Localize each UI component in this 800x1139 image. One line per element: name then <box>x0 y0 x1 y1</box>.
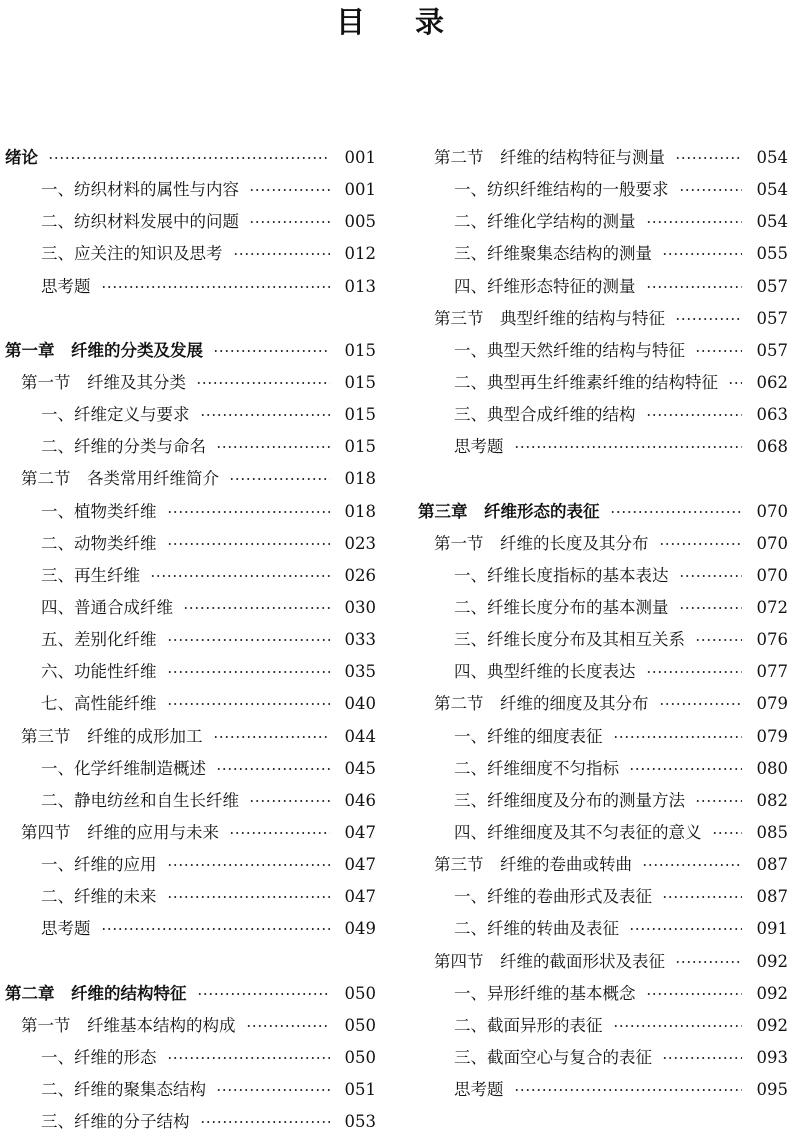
toc-entry-sub[interactable] <box>5 881 376 913</box>
toc-entry-title: 二、动物类纤维 <box>41 533 157 553</box>
dot-leader <box>679 189 743 191</box>
toc-entry-title: 三、纤维长度分布及其相互关系 <box>454 630 685 650</box>
dot-leader <box>712 832 743 834</box>
toc-entry-title: 三、纤维的分子结构 <box>41 1112 190 1132</box>
dot-leader <box>196 382 330 384</box>
toc-page-number: 050 <box>344 1047 376 1067</box>
toc-page-number: 057 <box>756 276 788 296</box>
dot-leader <box>662 1057 742 1059</box>
toc-entry-section[interactable] <box>5 463 376 495</box>
dot-leader <box>695 639 742 641</box>
toc-entry-sub[interactable] <box>5 656 376 688</box>
dot-leader <box>167 896 331 898</box>
toc-entry-title: 第一章 纤维的分类及发展 <box>5 340 203 360</box>
toc-entry-title: 三、应关注的知识及思考 <box>41 244 223 264</box>
dot-leader <box>197 993 331 995</box>
dot-leader <box>646 286 743 288</box>
toc-page-number: 053 <box>344 1112 376 1132</box>
toc-spacer <box>5 303 376 335</box>
toc-page-number: 046 <box>344 790 376 810</box>
dot-leader <box>249 800 330 802</box>
toc-entry-sub[interactable] <box>5 1042 376 1074</box>
toc-entry-section[interactable] <box>418 528 788 560</box>
toc-entry-title: 一、纺织材料的属性与内容 <box>41 180 239 200</box>
toc-entry-sub[interactable] <box>5 238 376 270</box>
dot-leader <box>629 768 742 770</box>
dot-leader <box>167 511 331 513</box>
toc-entry-title: 二、纤维长度分布的基本测量 <box>454 597 669 617</box>
dot-leader <box>167 703 331 705</box>
dot-leader <box>167 671 331 673</box>
toc-entry-title: 一、典型天然纤维的结构与特征 <box>454 340 685 360</box>
dot-leader <box>167 1057 331 1059</box>
toc-page-number: 015 <box>344 437 376 457</box>
toc-entry-sub[interactable] <box>418 913 788 945</box>
toc-entry-sub[interactable] <box>5 913 376 945</box>
toc-page-number: 057 <box>756 340 788 360</box>
dot-leader <box>200 414 331 416</box>
toc-entry-sub[interactable] <box>418 592 788 624</box>
toc-entry-title: 二、典型再生纤维素纤维的结构特征 <box>454 372 718 392</box>
dot-leader <box>646 221 743 223</box>
toc-entry-sub[interactable] <box>5 785 376 817</box>
dot-leader <box>662 896 742 898</box>
toc-page-number: 018 <box>344 501 376 521</box>
toc-page-number: 070 <box>756 565 788 585</box>
dot-leader <box>514 446 743 448</box>
toc-entry-sub[interactable] <box>418 174 788 206</box>
toc-entry-title: 二、纤维的聚集态结构 <box>41 1080 206 1100</box>
toc-entry-title: 一、化学纤维制造概述 <box>41 758 206 778</box>
toc-page-number: 091 <box>756 919 788 939</box>
toc-page-number: 063 <box>756 405 788 425</box>
toc-entry-sub[interactable] <box>418 335 788 367</box>
toc-entry-title: 第三章 纤维形态的表征 <box>418 501 600 521</box>
dot-leader <box>167 864 331 866</box>
dot-leader <box>216 768 330 770</box>
toc-entry-sub[interactable] <box>418 367 788 399</box>
toc-page-number: 070 <box>756 501 788 521</box>
toc-entry-title: 第一节 纤维的长度及其分布 <box>434 533 649 553</box>
toc-entry-title: 第二章 纤维的结构特征 <box>5 983 187 1003</box>
dot-leader <box>150 575 330 577</box>
toc-entry-title: 思考题 <box>454 1080 504 1100</box>
toc-page-number: 054 <box>756 148 788 167</box>
toc-page-number: 070 <box>756 533 788 553</box>
toc-page-number: 087 <box>756 887 788 907</box>
toc-entry-section[interactable] <box>5 367 376 399</box>
toc-entry-sub[interactable] <box>418 881 788 913</box>
toc-page-number: 047 <box>344 822 376 842</box>
toc-entry-sub[interactable] <box>418 271 788 303</box>
toc-page-number: 085 <box>756 822 788 842</box>
dot-leader <box>613 736 743 738</box>
dot-leader <box>216 446 330 448</box>
toc-page-number: 005 <box>344 212 376 232</box>
toc-entry-sub[interactable] <box>418 1074 788 1106</box>
toc-entry-section[interactable] <box>5 817 376 849</box>
toc-page-number: 055 <box>756 244 788 264</box>
toc-page-number: 033 <box>344 630 376 650</box>
dot-leader <box>233 253 331 255</box>
toc-page-number: 012 <box>344 244 376 264</box>
toc-entry-title: 一、纤维的应用 <box>41 855 157 875</box>
toc-entry-title: 四、纤维细度及其不匀表征的意义 <box>454 822 702 842</box>
toc-entry-sub[interactable] <box>418 560 788 592</box>
dot-leader <box>216 1089 330 1091</box>
toc-entry-section[interactable] <box>5 721 376 753</box>
toc-entry-title: 二、纺织材料发展中的问题 <box>41 212 239 232</box>
toc-left-column <box>5 142 376 1138</box>
toc-page-number: 050 <box>344 983 376 1003</box>
toc-page-number: 001 <box>344 180 376 200</box>
toc-entry-title: 四、典型纤维的长度表达 <box>454 662 636 682</box>
toc-page-number: 050 <box>344 1015 376 1035</box>
toc-entry-title: 一、纤维的细度表征 <box>454 726 603 746</box>
toc-entry-chapter[interactable] <box>418 496 788 528</box>
toc-entry-sub[interactable] <box>5 431 376 463</box>
toc-page-number: 076 <box>756 630 788 650</box>
toc-page-number: 087 <box>756 855 788 875</box>
toc-page-number: 035 <box>344 662 376 682</box>
toc-entry-section[interactable] <box>418 946 788 978</box>
toc-page-number: 023 <box>344 533 376 553</box>
toc-entry-sub[interactable] <box>418 399 788 431</box>
toc-entry-sub[interactable] <box>5 753 376 785</box>
toc-entry-sub[interactable] <box>5 271 376 303</box>
dot-leader <box>183 607 330 609</box>
dot-leader <box>659 543 743 545</box>
toc-page-number: 068 <box>756 437 788 457</box>
toc-entry-chapter[interactable] <box>5 335 376 367</box>
toc-page-number: 093 <box>756 1047 788 1067</box>
toc-entry-sub[interactable] <box>418 238 788 270</box>
toc-page-number: 054 <box>756 212 788 232</box>
toc-entry-title: 二、纤维的转曲及表征 <box>454 919 619 939</box>
toc-page-number: 082 <box>756 790 788 810</box>
toc-page-number: 062 <box>756 372 788 392</box>
toc-entry-chapter[interactable] <box>5 142 376 174</box>
toc-entry-title: 三、纤维细度及分布的测量方法 <box>454 790 685 810</box>
toc-entry-sub[interactable] <box>418 978 788 1010</box>
dot-leader <box>610 511 743 513</box>
dot-leader <box>646 993 743 995</box>
toc-entry-section[interactable] <box>418 303 788 335</box>
toc-entry-title: 二、纤维化学结构的测量 <box>454 212 636 232</box>
toc-entry-section[interactable] <box>418 849 788 881</box>
dot-leader <box>675 157 742 159</box>
toc-entry-title: 一、异形纤维的基本概念 <box>454 983 636 1003</box>
toc-page-number: 047 <box>344 887 376 907</box>
toc-page-number: 049 <box>344 919 376 939</box>
toc-entry-sub[interactable] <box>5 496 376 528</box>
toc-entry-title: 第二节 纤维的结构特征与测量 <box>434 148 665 167</box>
dot-leader <box>679 575 743 577</box>
toc-entry-title: 三、再生纤维 <box>41 565 140 585</box>
toc-entry-sub[interactable] <box>5 624 376 656</box>
toc-entry-title: 第四节 纤维的截面形状及表征 <box>434 951 665 971</box>
dot-leader <box>200 1121 331 1123</box>
toc-entry-title: 一、纤维定义与要求 <box>41 405 190 425</box>
toc-entry-title: 一、纤维的卷曲形式及表征 <box>454 887 652 907</box>
toc-entry-sub[interactable] <box>5 1074 376 1106</box>
toc-page-number: 015 <box>344 372 376 392</box>
toc-page-number: 013 <box>344 276 376 296</box>
toc-entry-sub[interactable] <box>5 849 376 881</box>
toc-page-number: 026 <box>344 565 376 585</box>
dot-leader <box>629 928 742 930</box>
toc-entry-chapter[interactable] <box>5 978 376 1010</box>
toc-entry-title: 六、功能性纤维 <box>41 662 157 682</box>
toc-page-number: 057 <box>756 308 788 328</box>
toc-page-number: 080 <box>756 758 788 778</box>
toc-entry-sub[interactable] <box>5 399 376 431</box>
dot-leader <box>695 350 742 352</box>
toc-entry-title: 思考题 <box>41 276 91 296</box>
toc-page-number: 047 <box>344 855 376 875</box>
toc-page-number: 001 <box>344 148 376 167</box>
toc-entry-section[interactable] <box>5 1010 376 1042</box>
toc-page-number: 079 <box>756 694 788 714</box>
toc-entry-sub[interactable] <box>5 206 376 238</box>
dot-leader <box>728 382 742 384</box>
dot-leader <box>213 350 330 352</box>
toc-page-number: 044 <box>344 726 376 746</box>
dot-leader <box>101 928 331 930</box>
toc-entry-title: 一、纤维长度指标的基本表达 <box>454 565 669 585</box>
dot-leader <box>167 639 331 641</box>
toc-entry-sub[interactable] <box>5 688 376 720</box>
toc-page-number: 079 <box>756 726 788 746</box>
toc-entry-title: 四、纤维形态特征的测量 <box>454 276 636 296</box>
toc-page-number: 054 <box>756 180 788 200</box>
toc-entry-title: 绪论 <box>5 148 38 167</box>
toc-entry-title: 三、纤维聚集态结构的测量 <box>454 244 652 264</box>
toc-entry-title: 第四节 纤维的应用与未来 <box>21 822 219 842</box>
toc-entry-sub[interactable] <box>5 592 376 624</box>
toc-page-number: 095 <box>756 1080 788 1100</box>
toc-entry-title: 第三节 纤维的卷曲或转曲 <box>434 855 632 875</box>
toc-entry-title: 第三节 典型纤维的结构与特征 <box>434 308 665 328</box>
dot-leader <box>249 221 330 223</box>
toc-entry-title: 思考题 <box>454 437 504 457</box>
dot-leader <box>642 864 742 866</box>
toc-entry-title: 思考题 <box>41 919 91 939</box>
toc-entry-title: 第二节 各类常用纤维简介 <box>21 469 219 489</box>
toc-page-number: 077 <box>756 662 788 682</box>
dot-leader <box>675 318 742 320</box>
toc-page-number: 092 <box>756 951 788 971</box>
page-title: 目 录 <box>335 5 465 39</box>
toc-page-number: 015 <box>344 405 376 425</box>
toc-entry-sub[interactable] <box>418 656 788 688</box>
dot-leader <box>646 671 743 673</box>
dot-leader <box>695 800 742 802</box>
toc-entry-title: 第二节 纤维的细度及其分布 <box>434 694 649 714</box>
toc-entry-sub[interactable] <box>418 206 788 238</box>
toc-page-number: 015 <box>344 340 376 360</box>
toc-page-number: 045 <box>344 758 376 778</box>
toc-entry-sub[interactable] <box>5 528 376 560</box>
toc-entry-sub[interactable] <box>418 753 788 785</box>
dot-leader <box>249 189 330 191</box>
toc-entry-title: 二、纤维细度不匀指标 <box>454 758 619 778</box>
toc-entry-section[interactable] <box>418 688 788 720</box>
toc-entry-sub[interactable] <box>5 560 376 592</box>
toc-entry-sub[interactable] <box>5 1106 376 1138</box>
toc-entry-title: 二、截面异形的表征 <box>454 1015 603 1035</box>
dot-leader <box>613 1025 743 1027</box>
toc-entry-title: 第三节 纤维的成形加工 <box>21 726 203 746</box>
toc-entry-title: 四、普通合成纤维 <box>41 597 173 617</box>
toc-entry-sub[interactable] <box>418 785 788 817</box>
dot-leader <box>659 703 743 705</box>
dot-leader <box>679 607 743 609</box>
dot-leader <box>213 736 331 738</box>
dot-leader <box>646 414 743 416</box>
toc-page-number: 092 <box>756 983 788 1003</box>
toc-page-number: 092 <box>756 1015 788 1035</box>
toc-entry-sub[interactable] <box>418 1042 788 1074</box>
toc-entry-sub[interactable] <box>418 1010 788 1042</box>
dot-leader <box>675 961 742 963</box>
dot-leader <box>229 832 330 834</box>
toc-entry-section[interactable] <box>418 142 788 174</box>
toc-entry-sub[interactable] <box>418 817 788 849</box>
toc-entry-title: 二、静电纺丝和自生长纤维 <box>41 790 239 810</box>
toc-spacer <box>5 946 376 978</box>
toc-entry-sub[interactable] <box>418 431 788 463</box>
toc-entry-title: 一、植物类纤维 <box>41 501 157 521</box>
dot-leader <box>246 1025 331 1027</box>
toc-page-number: 040 <box>344 694 376 714</box>
toc-page-number: 018 <box>344 469 376 489</box>
dot-leader <box>662 253 742 255</box>
dot-leader <box>514 1089 743 1091</box>
toc-entry-title: 三、典型合成纤维的结构 <box>454 405 636 425</box>
toc-entry-title: 二、纤维的分类与命名 <box>41 437 206 457</box>
toc-page-number: 030 <box>344 597 376 617</box>
toc-entry-title: 二、纤维的未来 <box>41 887 157 907</box>
toc-entry-sub[interactable] <box>418 624 788 656</box>
dot-leader <box>167 543 331 545</box>
toc-entry-sub[interactable] <box>418 721 788 753</box>
toc-page-number: 072 <box>756 597 788 617</box>
toc-right-column <box>418 142 788 1106</box>
toc-entry-title: 五、差别化纤维 <box>41 630 157 650</box>
toc-entry-sub[interactable] <box>5 174 376 206</box>
toc-page-number: 051 <box>344 1080 376 1100</box>
toc-spacer <box>418 463 788 495</box>
dot-leader <box>229 478 330 480</box>
toc-entry-title: 七、高性能纤维 <box>41 694 157 714</box>
dot-leader <box>101 286 331 288</box>
toc-entry-title: 一、纤维的形态 <box>41 1047 157 1067</box>
dot-leader <box>48 157 330 159</box>
toc-entry-title: 第一节 纤维及其分类 <box>21 372 186 392</box>
toc-entry-title: 第一节 纤维基本结构的构成 <box>21 1015 236 1035</box>
toc-entry-title: 一、纺织纤维结构的一般要求 <box>454 180 669 200</box>
toc-entry-title: 三、截面空心与复合的表征 <box>454 1047 652 1067</box>
